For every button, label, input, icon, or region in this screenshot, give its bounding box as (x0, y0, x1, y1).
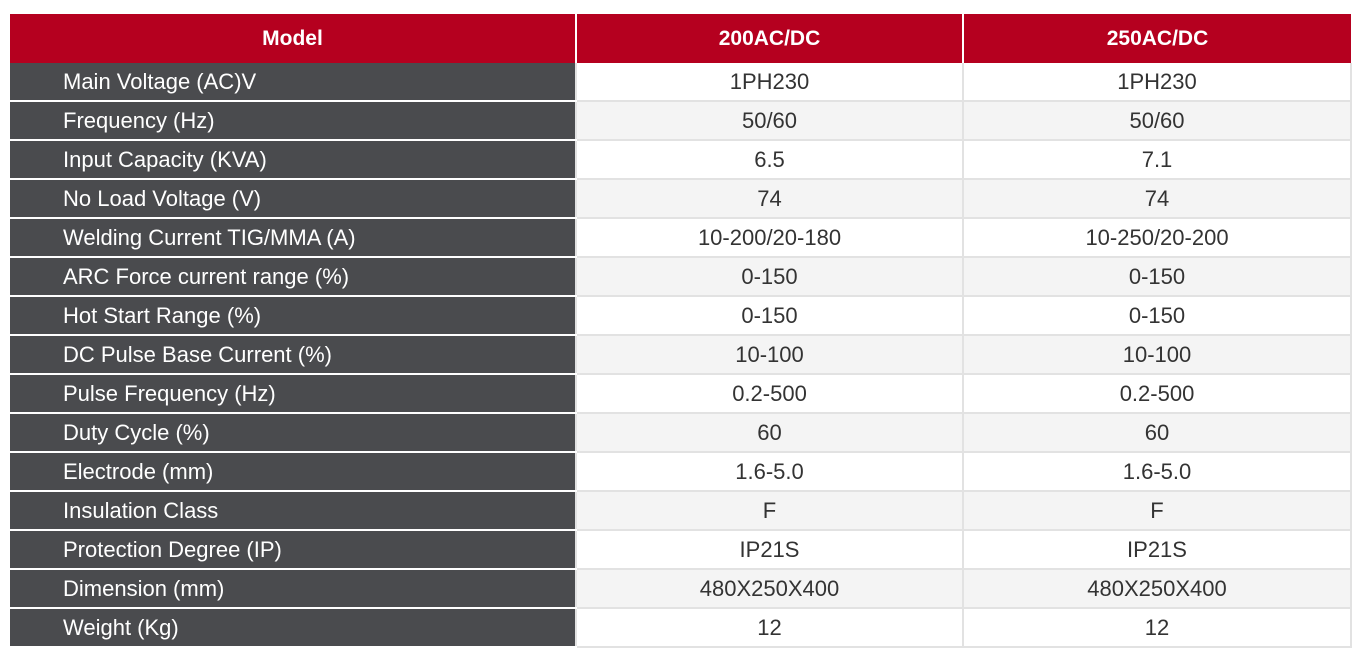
table-row (10, 608, 1351, 647)
value-250acdc: 74 (963, 179, 1351, 218)
table-row (10, 530, 1351, 569)
value-200acdc: 10-200/20-180 (576, 218, 963, 257)
value-200acdc: 50/60 (576, 101, 963, 140)
table-row (10, 569, 1351, 608)
value-250acdc: IP21S (963, 530, 1351, 569)
value-200acdc: 0.2-500 (576, 374, 963, 413)
table-row (10, 63, 1351, 101)
table-row (10, 413, 1351, 452)
row-label: Main Voltage (AC)V (10, 63, 576, 101)
value-200acdc: IP21S (576, 530, 963, 569)
header-250acdc: 250AC/DC (963, 14, 1351, 63)
value-200acdc: 60 (576, 413, 963, 452)
table-row (10, 452, 1351, 491)
value-250acdc: 12 (963, 608, 1351, 647)
header-200acdc: 200AC/DC (576, 14, 963, 63)
value-250acdc: 1.6-5.0 (963, 452, 1351, 491)
value-200acdc: 10-100 (576, 335, 963, 374)
value-200acdc: 1PH230 (576, 63, 963, 101)
table-row (10, 218, 1351, 257)
value-200acdc: 12 (576, 608, 963, 647)
row-label: Dimension (mm) (10, 569, 576, 608)
value-250acdc: 10-100 (963, 335, 1351, 374)
value-250acdc: 0-150 (963, 257, 1351, 296)
value-250acdc: 0-150 (963, 296, 1351, 335)
row-label: Frequency (Hz) (10, 101, 576, 140)
value-250acdc: 50/60 (963, 101, 1351, 140)
table-row (10, 140, 1351, 179)
row-label: Pulse Frequency (Hz) (10, 374, 576, 413)
header-model: Model (10, 14, 576, 63)
value-200acdc: 0-150 (576, 257, 963, 296)
table-row (10, 491, 1351, 530)
value-200acdc: 0-150 (576, 296, 963, 335)
value-200acdc: 1.6-5.0 (576, 452, 963, 491)
value-250acdc: 10-250/20-200 (963, 218, 1351, 257)
table-body (10, 63, 1351, 647)
row-label: Input Capacity (KVA) (10, 140, 576, 179)
table-row (10, 257, 1351, 296)
value-200acdc: F (576, 491, 963, 530)
row-label: ARC Force current range (%) (10, 257, 576, 296)
value-250acdc: F (963, 491, 1351, 530)
row-label: Protection Degree (IP) (10, 530, 576, 569)
row-label: Weight (Kg) (10, 608, 576, 647)
table-row (10, 101, 1351, 140)
row-label: DC Pulse Base Current (%) (10, 335, 576, 374)
row-label: Duty Cycle (%) (10, 413, 576, 452)
table-row (10, 179, 1351, 218)
table-row (10, 335, 1351, 374)
row-label: No Load Voltage (V) (10, 179, 576, 218)
value-250acdc: 0.2-500 (963, 374, 1351, 413)
header-row (10, 14, 1351, 63)
row-label: Electrode (mm) (10, 452, 576, 491)
table-row (10, 296, 1351, 335)
table-row (10, 374, 1351, 413)
row-label: Hot Start Range (%) (10, 296, 576, 335)
row-label: Insulation Class (10, 491, 576, 530)
value-200acdc: 6.5 (576, 140, 963, 179)
value-250acdc: 480X250X400 (963, 569, 1351, 608)
value-250acdc: 1PH230 (963, 63, 1351, 101)
spec-table (10, 14, 1352, 648)
row-label: Welding Current TIG/MMA (A) (10, 218, 576, 257)
value-250acdc: 7.1 (963, 140, 1351, 179)
value-200acdc: 480X250X400 (576, 569, 963, 608)
value-200acdc: 74 (576, 179, 963, 218)
value-250acdc: 60 (963, 413, 1351, 452)
table-header (10, 14, 1351, 63)
